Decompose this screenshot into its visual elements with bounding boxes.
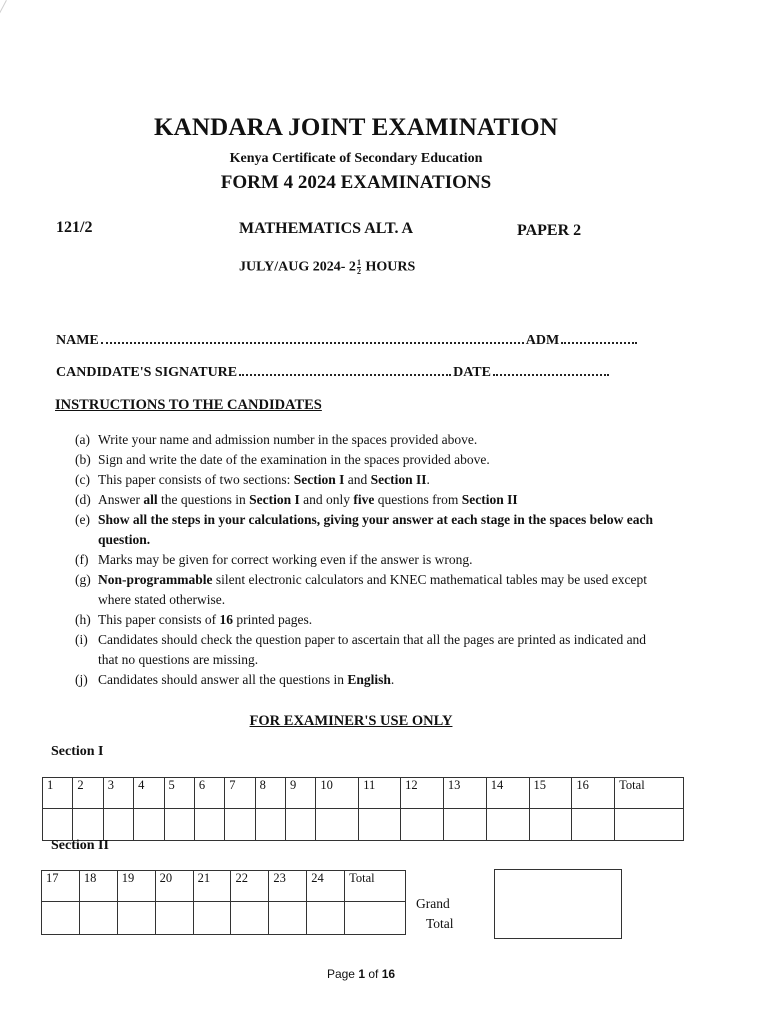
section1-col-header: 10 [316, 778, 359, 809]
section2-score-cell[interactable] [79, 902, 117, 935]
section1-col-header: 11 [359, 778, 401, 809]
section2-score-cell[interactable] [155, 902, 193, 935]
exam-duration [239, 259, 415, 276]
instruction-item: (h) This paper consists of 16 printed pages. [75, 612, 313, 627]
section1-score-cell[interactable] [359, 809, 401, 841]
section1-score-cell[interactable] [615, 809, 684, 841]
page-footer: Page 1 of 16 [326, 967, 396, 981]
signature-field[interactable] [239, 364, 451, 376]
section2-col-header: 20 [155, 871, 193, 902]
section1-col-header: 1 [43, 778, 73, 809]
section1-col-header: 12 [401, 778, 444, 809]
section2-header-row [42, 871, 406, 902]
examiner-heading: FOR EXAMINER'S USE ONLY [249, 713, 453, 729]
instruction-item: (j) Candidates should answer all the questions in English. [75, 672, 395, 687]
section2-score-table [41, 870, 406, 935]
section2-col-header: 22 [231, 871, 269, 902]
section2-col-header: 24 [307, 871, 345, 902]
section1-score-cell[interactable] [134, 809, 164, 841]
section1-score-cell[interactable] [316, 809, 359, 841]
paper-code: 121/2 [56, 219, 93, 236]
section2-score-cell[interactable] [193, 902, 231, 935]
section2-score-cell[interactable] [269, 902, 307, 935]
section1-col-header: 6 [194, 778, 224, 809]
section1-score-cell[interactable] [529, 809, 572, 841]
instruction-item: (f) Marks may be given for correct working even if the answer is wrong. [75, 552, 473, 567]
section1-score-cell[interactable] [225, 809, 255, 841]
section1-score-cell[interactable] [486, 809, 529, 841]
section1-col-header: 13 [443, 778, 486, 809]
instruction-item: (g) Non-programmable silent electronic calculators and KNEC mathematical tables may be used except where stated otherwise. [75, 572, 647, 607]
name-label: NAME [56, 333, 99, 348]
exam-subtitle: Kenya Certificate of Secondary Education [229, 151, 483, 166]
section1-col-header: 15 [529, 778, 572, 809]
signature-label: CANDIDATE'S SIGNATURE [56, 365, 238, 380]
instruction-item: (e) Show all the steps in your calculations, giving your answer at each stage in the spaces below each question. [75, 512, 654, 547]
section1-score-cell[interactable] [401, 809, 444, 841]
section1-header-row [43, 778, 684, 809]
section2-score-row [42, 902, 406, 935]
section1-score-cell[interactable] [255, 809, 285, 841]
signature-row [56, 364, 611, 381]
instructions-heading: INSTRUCTIONS TO THE CANDIDATES [55, 397, 322, 413]
name-field[interactable] [101, 332, 524, 344]
section1-score-cell[interactable] [443, 809, 486, 841]
section1-score-cell[interactable] [286, 809, 316, 841]
section1-score-table [42, 777, 684, 841]
section1-label: Section I [51, 744, 104, 759]
section2-col-header: 23 [269, 871, 307, 902]
section2-col-header: 21 [193, 871, 231, 902]
section1-col-header: Total [615, 778, 684, 809]
section1-score-cell[interactable] [194, 809, 224, 841]
instruction-item: (b) Sign and write the date of the examination in the spaces provided above. [75, 452, 490, 467]
section1-score-cell[interactable] [103, 809, 133, 841]
section2-col-header: 17 [42, 871, 80, 902]
date-label: DATE [453, 365, 491, 380]
grand-total-box[interactable] [494, 869, 622, 939]
name-row [56, 332, 639, 349]
section2-score-cell[interactable] [117, 902, 155, 935]
section1-score-cell[interactable] [164, 809, 194, 841]
adm-label: ADM [525, 333, 560, 348]
instruction-item: (i) Candidates should check the question paper to ascertain that all the pages are printed as indicated and that no questions are missing. [75, 632, 647, 667]
section2-score-cell[interactable] [345, 902, 406, 935]
instruction-item: (c) This paper consists of two sections: Section I and Section II. [75, 472, 430, 487]
instruction-item: (d) Answer all the questions in Section I and only five questions from Section II [75, 492, 518, 507]
section2-score-cell[interactable] [231, 902, 269, 935]
fraction-numerator: 1 [356, 258, 361, 267]
section1-col-header: 8 [255, 778, 285, 809]
section1-col-header: 2 [73, 778, 103, 809]
scan-artifact-line [0, 0, 7, 62]
section1-score-row [43, 809, 684, 841]
section2-label: Section II [51, 838, 109, 853]
grand-total-label: Grand Total [416, 896, 454, 931]
section2-col-header: Total [345, 871, 406, 902]
duration-fraction [357, 259, 361, 276]
date-field[interactable] [493, 364, 609, 376]
section1-score-cell[interactable] [73, 809, 103, 841]
section2-score-cell[interactable] [42, 902, 80, 935]
section2-score-cell[interactable] [307, 902, 345, 935]
section1-col-header: 14 [486, 778, 529, 809]
adm-field[interactable] [561, 332, 637, 344]
subject-name: MATHEMATICS ALT. A [239, 220, 414, 237]
section1-score-cell[interactable] [43, 809, 73, 841]
section1-col-header: 3 [103, 778, 133, 809]
section1-col-header: 7 [225, 778, 255, 809]
duration-suffix: HOURS [365, 259, 416, 275]
paper-number: PAPER 2 [517, 222, 582, 239]
section2-col-header: 19 [117, 871, 155, 902]
exam-series: FORM 4 2024 EXAMINATIONS [220, 172, 492, 193]
fraction-denominator: 2 [356, 267, 361, 276]
section1-score-cell[interactable] [572, 809, 615, 841]
section1-col-header: 16 [572, 778, 615, 809]
section1-col-header: 5 [164, 778, 194, 809]
instructions-list [75, 430, 655, 690]
section1-col-header: 9 [286, 778, 316, 809]
section1-col-header: 4 [134, 778, 164, 809]
section2-col-header: 18 [79, 871, 117, 902]
exam-title: KANDARA JOINT EXAMINATION [153, 114, 559, 141]
duration-prefix: JULY/AUG 2024- 2 [239, 259, 356, 275]
instruction-item: (a) Write your name and admission number in the spaces provided above. [75, 432, 478, 447]
